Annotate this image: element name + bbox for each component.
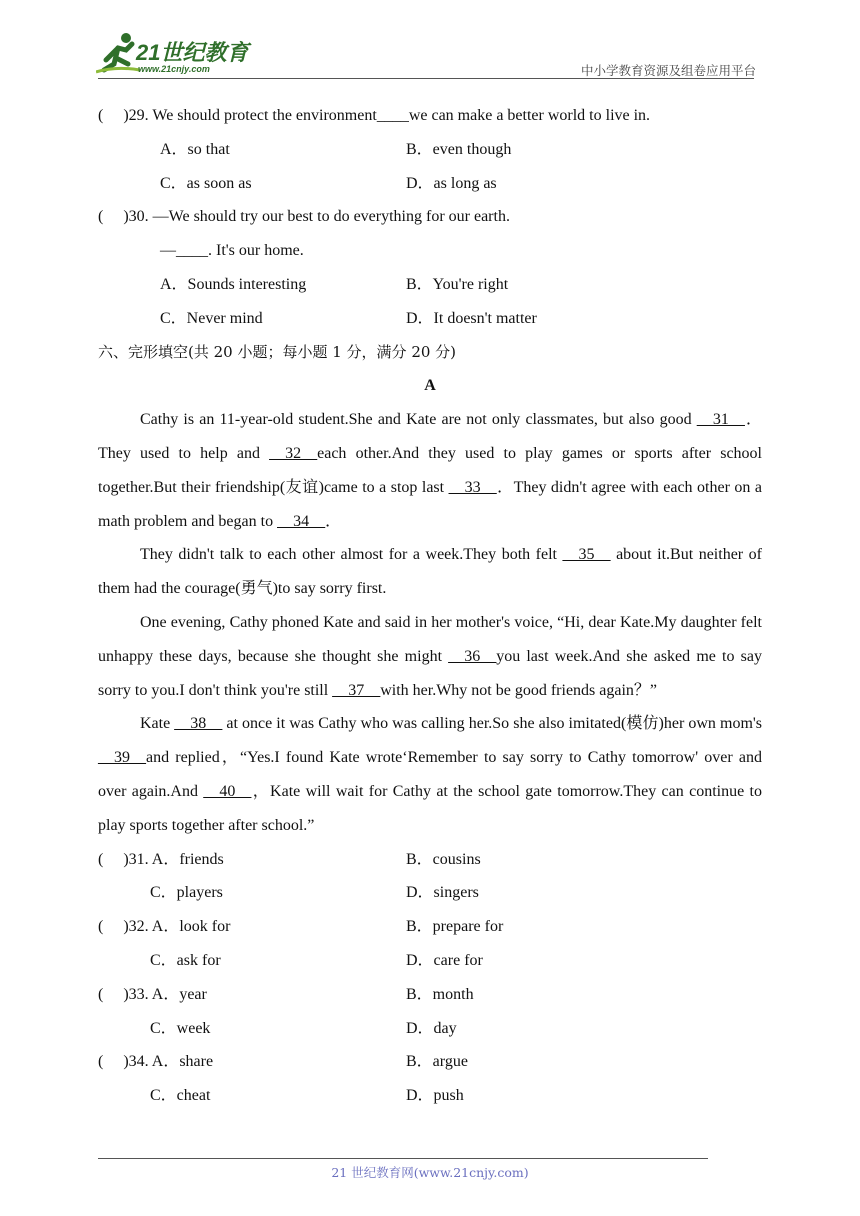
passage-text: Cathy is an 11-year-old student.She and Kate are not only classmates, but also good (140, 411, 697, 429)
footer-divider (98, 1158, 708, 1159)
option-c[interactable]: C．players (150, 884, 223, 902)
passage-paragraph-3 (98, 606, 762, 707)
page-header (0, 0, 860, 80)
option-c[interactable]: C．ask for (150, 951, 221, 969)
cloze-blank-38: __38__ (174, 715, 223, 733)
question-29-options-cd (98, 167, 762, 201)
site-logo[interactable] (96, 30, 266, 80)
question-33-options-cd (98, 1012, 762, 1046)
cloze-blank-40: __40__ (203, 782, 252, 800)
passage-text: ．They didn't agree with each other on a math problem and began to (98, 478, 762, 530)
passage-text: and replied，“Yes.I found Kate wrote‘Remember to say sorry to Cathy tomorrow' over and over again.And (98, 749, 762, 800)
question-34-options-cd (98, 1079, 762, 1113)
cloze-blank-39: __39__ (98, 749, 146, 767)
document-body (98, 99, 762, 1113)
question-29 (98, 99, 762, 133)
question-32-options-cd (98, 944, 762, 978)
option-a[interactable]: A．Sounds interesting (160, 275, 307, 293)
passage-text: They didn't talk to each other almost for a week.They both felt (140, 546, 563, 564)
runner-logo-icon (96, 30, 140, 74)
question-30-reply: —____. It's our home. (160, 242, 304, 260)
passage-paragraph-2 (98, 538, 762, 606)
passage-text: ．They used to help and (98, 411, 762, 462)
question-30-options-cd (98, 302, 762, 336)
question-32-option-a[interactable]: ( )32. A．look for (98, 918, 231, 936)
question-31-options-cd (98, 876, 762, 910)
option-b[interactable]: B．prepare for (406, 918, 504, 936)
question-30-options-ab (98, 268, 762, 302)
option-b[interactable]: B．argue (406, 1053, 468, 1071)
question-34-option-a[interactable]: ( )34. A．share (98, 1053, 214, 1071)
option-c[interactable]: C．Never mind (160, 309, 263, 327)
option-a[interactable]: A．so that (160, 140, 230, 158)
cloze-blank-36: __36__ (448, 647, 497, 665)
option-b[interactable]: B．even though (406, 140, 512, 158)
cloze-blank-31: __31__ (696, 411, 745, 429)
option-c[interactable]: C．week (150, 1019, 211, 1037)
option-b[interactable]: B．cousins (406, 850, 481, 868)
passage-text: ，Kate will wait for Cathy at the school gate tomorrow.They can continue to play sports together after school.” (98, 782, 762, 834)
option-b[interactable]: B．month (406, 985, 474, 1003)
logo-text: 21世纪教育 (136, 40, 249, 65)
passage-text: One evening, Cathy phoned Kate and said in her mother's voice, “Hi, dear Kate.My daughter felt unhappy these days, because she thought she might (98, 613, 762, 665)
passage-label: A (424, 377, 436, 395)
cloze-blank-34: __34__ (277, 512, 326, 530)
question-30-reply-row (98, 234, 762, 268)
header-slogan: 中小学教育资源及组卷应用平台 (580, 63, 756, 78)
option-d[interactable]: D．push (406, 1087, 464, 1105)
question-34 (98, 1045, 762, 1079)
header-divider (98, 78, 754, 79)
passage-text: at once it was Cathy who was calling her.So she also imitated(模仿)her own mom's (222, 715, 763, 733)
passage-text: each other.And they used to play games or sports after school together.But their friendship(友谊)came to a stop last (98, 444, 762, 496)
passage-paragraph-4 (98, 707, 762, 842)
option-d[interactable]: D．as long as (406, 174, 497, 192)
question-33 (98, 978, 762, 1012)
option-d[interactable]: D．It doesn't matter (406, 309, 537, 327)
question-29-options-ab (98, 133, 762, 167)
question-29-blank: ____ (376, 107, 409, 124)
option-b[interactable]: B．You're right (406, 275, 509, 293)
passage-text: ． (325, 512, 342, 530)
logo-url: www.21cnjy.com (138, 64, 210, 74)
option-c[interactable]: C．cheat (150, 1087, 211, 1105)
cloze-blank-33: __33__ (448, 478, 497, 496)
question-31-option-a[interactable]: ( )31. A．friends (98, 850, 224, 868)
question-31 (98, 843, 762, 877)
passage-text: with her.Why not be good friends again？” (380, 681, 658, 699)
option-d[interactable]: D．care for (406, 951, 483, 969)
section-title: 六、完形填空(共 20 小题；每小题 1 分，满分 20 分) (98, 342, 457, 361)
passage-text: about it.But neither of them had the courage(勇气)to say sorry first. (98, 546, 762, 598)
cloze-blank-37: __37__ (332, 681, 381, 699)
page-footer[interactable]: 21 世纪教育网(www.21cnjy.com) (331, 1165, 529, 1180)
passage-paragraph-1 (98, 403, 762, 538)
question-29-stem-suffix: we can make a better world to live in. (408, 107, 651, 124)
passage-text: Kate (140, 715, 175, 733)
question-29-stem-prefix: ( )29. We should protect the environment (98, 107, 377, 124)
question-30 (98, 200, 762, 234)
cloze-blank-32: __32__ (269, 444, 318, 462)
option-c[interactable]: C．as soon as (160, 174, 252, 192)
option-d[interactable]: D．day (406, 1019, 457, 1037)
question-33-option-a[interactable]: ( )33. A．year (98, 985, 207, 1003)
question-32 (98, 910, 762, 944)
question-30-stem: ( )30. —We should try our best to do everything for our earth. (98, 208, 510, 226)
option-d[interactable]: D．singers (406, 884, 479, 902)
cloze-blank-35: __35__ (562, 546, 611, 564)
passage-text: you last week.And she asked me to say sorry to you.I don't think you're still (98, 647, 762, 699)
